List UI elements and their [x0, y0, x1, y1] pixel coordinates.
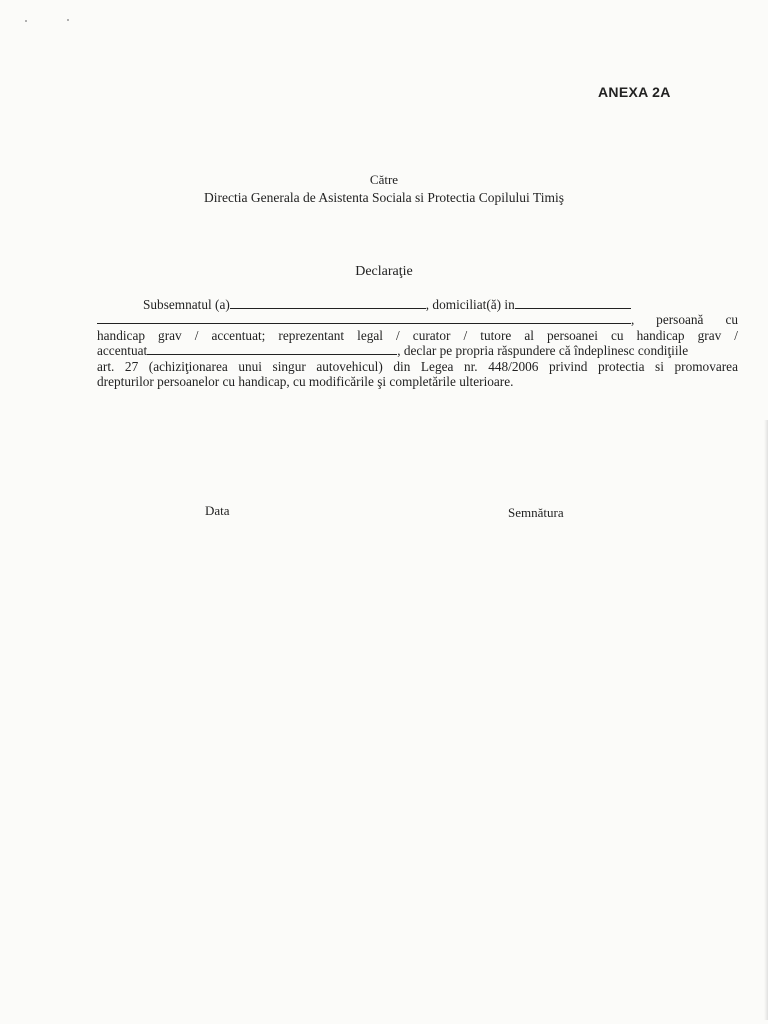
recipient-to: Către	[369, 172, 399, 187]
signature-label: Semnătura	[508, 505, 564, 520]
date-label: Data	[205, 503, 230, 518]
declaration-line-2	[97, 312, 738, 327]
declaration-line-5: art. 27 (achiziţionarea unui singur autovehicul) din Legea nr. 448/2006 privind protectia si promovarea	[97, 358, 738, 374]
scan-speck	[25, 20, 27, 22]
declaration-title: Declaraţie	[355, 264, 413, 279]
scan-speck	[67, 19, 69, 21]
declaration-line-3: handicap grav / accentuat; reprezentant legal / curator / tutore al persoanei cu handicap grav /	[97, 327, 738, 343]
declaration-body	[97, 297, 738, 389]
persoana-word: persoană	[656, 312, 704, 328]
scan-edge-shadow	[764, 420, 768, 1020]
declaration-line-4	[97, 343, 738, 358]
person-blank-field[interactable]	[147, 343, 397, 355]
comma: ,	[631, 312, 635, 328]
subsemnatul-label: Subsemnatul (a)	[143, 297, 230, 312]
recipient-institution: Directia Generala de Asistenta Sociala si Protectia Copilului Timiş	[204, 190, 564, 205]
declaration-line-6: drepturilor persoanelor cu handicap, cu modificările şi completările ulterioare.	[97, 374, 514, 390]
address-blank-field[interactable]	[515, 297, 631, 309]
declaration-line-1	[97, 297, 738, 312]
cu-word: cu	[725, 312, 738, 328]
annex-label: ANEXA 2A	[598, 84, 671, 100]
declar-text: , declar pe propria răspundere că îndeplinesc condiţiile	[397, 343, 689, 359]
address-continued-blank-field[interactable]	[97, 312, 631, 324]
name-blank-field[interactable]	[230, 297, 426, 309]
accentuat-label: accentuat	[97, 343, 148, 359]
domiciliat-label: , domiciliat(ă) in	[425, 297, 515, 312]
